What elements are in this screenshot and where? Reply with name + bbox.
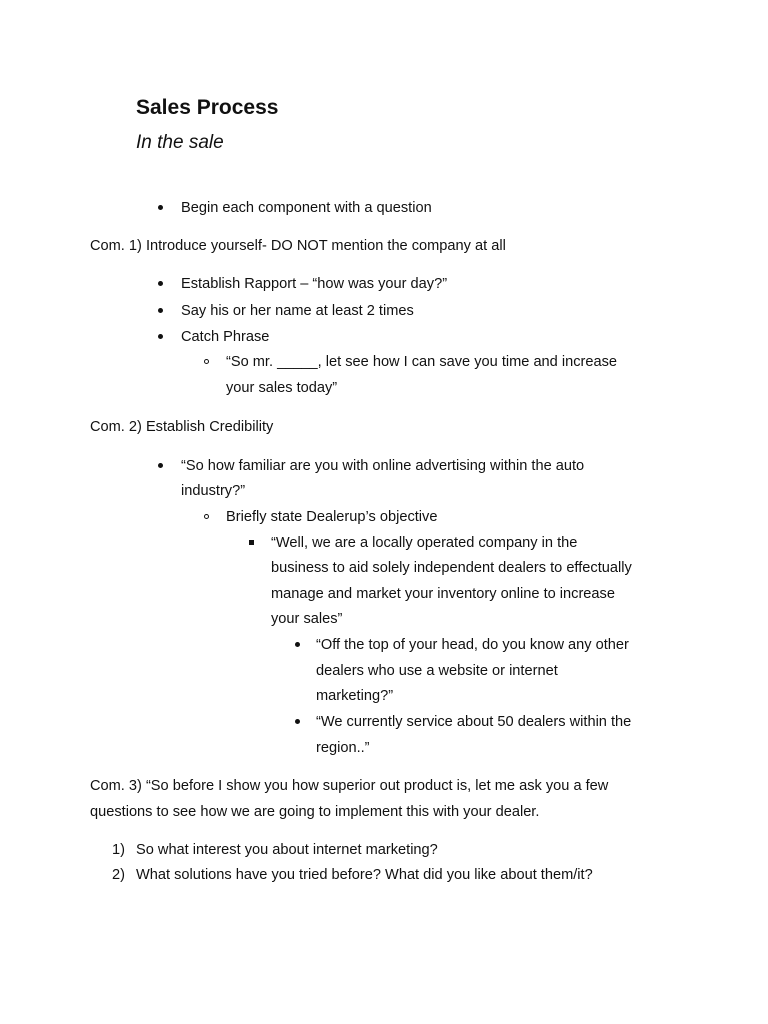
com2-quote-line-1: “Well, we are a locally operated company in the xyxy=(271,535,578,551)
bullet-dot xyxy=(295,719,300,724)
catch-phrase-line-1: “So mr. _____, let see how I can save you time and increase xyxy=(226,354,618,370)
list-item-text: What solutions have you tried before? What did you like about them/it? xyxy=(136,867,593,883)
bullet-circle xyxy=(204,514,209,519)
com2-nested2-line-1: “We currently service about 50 dealers within the xyxy=(316,714,632,730)
list-item-number: 1) xyxy=(112,842,125,858)
bullet-dot xyxy=(295,642,300,647)
com1-heading: Com. 1) Introduce yourself- DO NOT mention the company at all xyxy=(90,238,506,254)
com3-heading-line-1: Com. 3) “So before I show you how superior out product is, let me ask you a few xyxy=(90,778,609,794)
page-title: Sales Process xyxy=(136,96,279,119)
bullet-circle xyxy=(204,359,209,364)
com2-nested1-line-3: marketing?” xyxy=(316,688,394,704)
com2-nested2-line-2: region..” xyxy=(316,740,370,756)
page-subtitle: In the sale xyxy=(136,132,224,153)
com2-nested1-line-2: dealers who use a website or internet xyxy=(316,663,558,679)
com1-bullet-3: Catch Phrase xyxy=(181,329,270,345)
bullet-dot xyxy=(158,463,163,468)
bullet-square xyxy=(249,540,254,545)
com2-question-line-1: “So how familiar are you with online advertising within the auto xyxy=(181,458,585,474)
com2-heading: Com. 2) Establish Credibility xyxy=(90,419,274,435)
list-item-text: So what interest you about internet marketing? xyxy=(136,842,438,858)
com2-question-line-2: industry?” xyxy=(181,483,246,499)
bullet-dot xyxy=(158,205,163,210)
com2-sub-item: Briefly state Dealerup’s objective xyxy=(226,509,438,525)
com2-nested1-line-1: “Off the top of your head, do you know any other xyxy=(316,637,629,653)
intro-bullet-text: Begin each component with a question xyxy=(181,200,432,216)
bullet-dot xyxy=(158,281,163,286)
catch-phrase-line-2: your sales today” xyxy=(226,380,338,396)
com2-quote-line-3: manage and market your inventory online to increase xyxy=(271,586,615,602)
list-item-number: 2) xyxy=(112,867,125,883)
com1-bullet-1: Establish Rapport – “how was your day?” xyxy=(181,276,448,292)
bullet-dot xyxy=(158,308,163,313)
bullet-dot xyxy=(158,334,163,339)
com2-quote-line-2: business to aid solely independent dealers to effectually xyxy=(271,560,632,576)
com1-bullet-2: Say his or her name at least 2 times xyxy=(181,303,414,319)
com3-heading-line-2: questions to see how we are going to implement this with your dealer. xyxy=(90,804,540,820)
com2-quote-line-4: your sales” xyxy=(271,611,343,627)
